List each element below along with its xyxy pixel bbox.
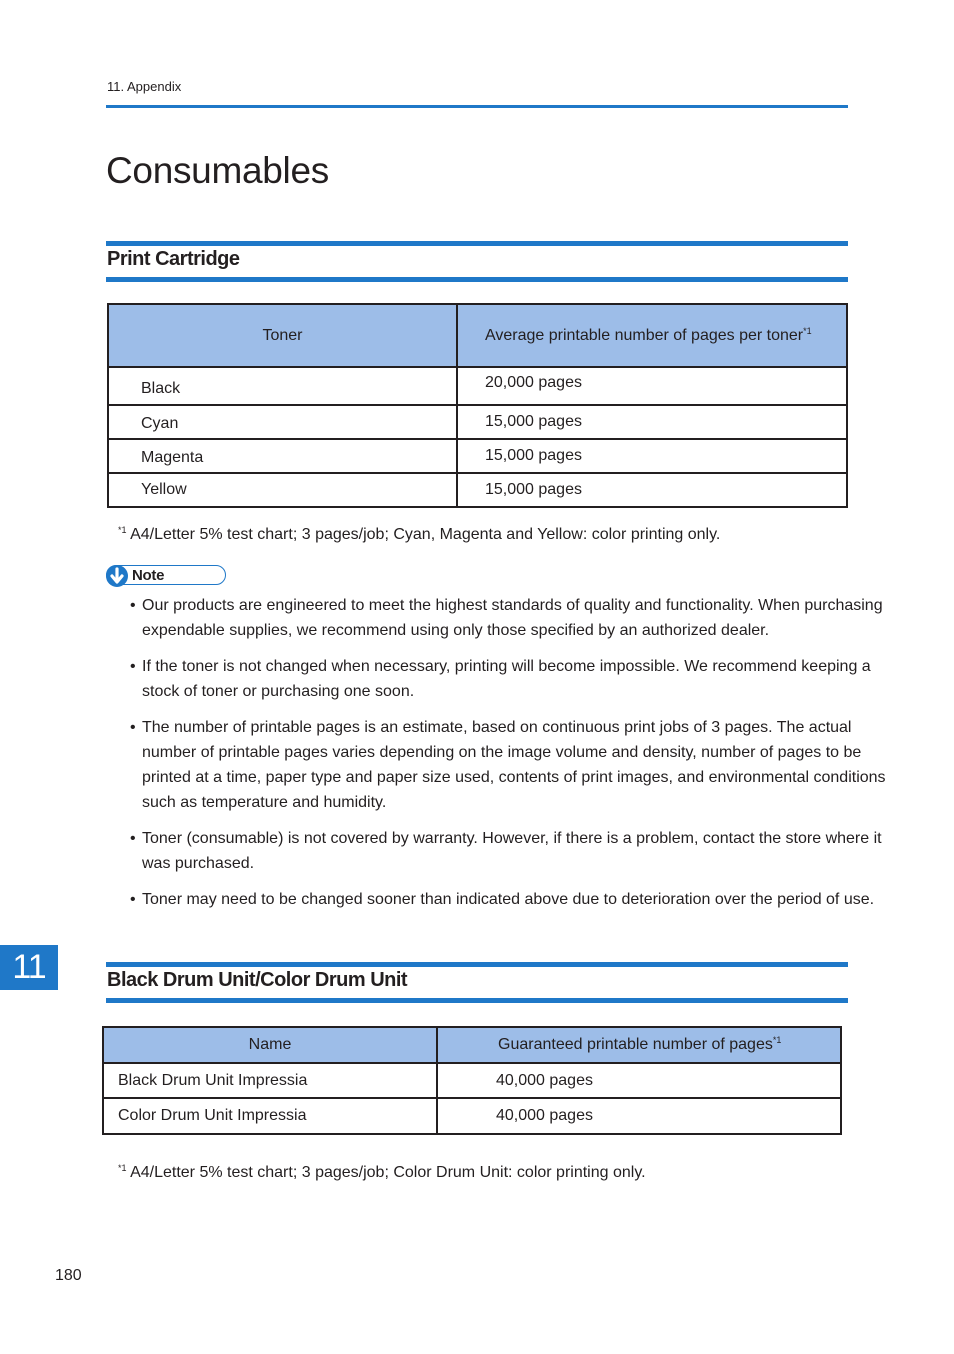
- column-header-toner: Toner: [108, 304, 457, 367]
- list-item: • Toner may need to be changed sooner than indicated above due to deterioration over the period of use.: [118, 887, 898, 912]
- footnote-mark: *1: [118, 525, 127, 535]
- footnote-ref: *1: [803, 325, 812, 336]
- table-row: [108, 439, 847, 473]
- table-row: [108, 367, 847, 405]
- toner-name: Black: [108, 367, 457, 405]
- table-row: [103, 1098, 841, 1134]
- section-bottom-rule: [106, 998, 848, 1003]
- list-item: • If the toner is not changed when necessary, printing will become impossible. We recommend keeping a stock of toner or purchasing one soon.: [118, 654, 898, 704]
- section-heading-drum-unit: Black Drum Unit/Color Drum Unit: [107, 969, 408, 991]
- column-header-average-pages: Average printable number of pages per toner$^{*1}$: [457, 304, 847, 367]
- drum-unit-footnote: [118, 1164, 646, 1182]
- drum-unit-pages: 40,000 pages: [437, 1063, 841, 1098]
- footnote-ref: *1: [772, 1035, 782, 1045]
- toner-name: Yellow: [108, 473, 457, 507]
- page-title: Consumables: [106, 150, 329, 191]
- toner-pages: 15,000 pages: [457, 439, 847, 473]
- header-rule: [106, 105, 848, 108]
- note-badge: [106, 565, 226, 585]
- drum-unit-name: Color Drum Unit Impressia: [103, 1098, 437, 1134]
- section-heading-print-cartridge: Print Cartridge: [107, 248, 240, 270]
- list-item: • The number of printable pages is an estimate, based on continuous print jobs of 3 pages. The actual number of printable pages varies depending on the image volume and density, number of pages to be printed at a time, paper type and paper size used, contents of print images, and environmental conditions such as temperature and humidity.: [118, 715, 898, 815]
- table-row: [108, 405, 847, 439]
- footnote-text: A4/Letter 5% test chart; 3 pages/job; Cyan, Magenta and Yellow: color printing only.: [130, 526, 721, 543]
- table-header-row: [108, 304, 847, 367]
- toner-name: Magenta: [108, 439, 457, 473]
- down-arrow-icon: [106, 565, 128, 587]
- print-cartridge-footnote: [118, 526, 720, 544]
- running-header: 11. Appendix: [107, 79, 182, 94]
- page-number: 180: [55, 1267, 82, 1284]
- toner-name: Cyan: [108, 405, 457, 439]
- section-top-rule: [106, 962, 848, 967]
- footnote-mark: *1: [118, 1163, 127, 1173]
- column-header-name: Name: [103, 1027, 437, 1063]
- list-item: • Toner (consumable) is not covered by warranty. However, if there is a problem, contact the store where it was purchased.: [118, 826, 898, 876]
- table-header-row: [103, 1027, 841, 1063]
- note-label: Note: [132, 567, 165, 584]
- drum-unit-pages: 40,000 pages: [437, 1098, 841, 1134]
- list-item: • Our products are engineered to meet the highest standards of quality and functionality. When purchasing expendable supplies, we recommend using only those specified by an authorized dealer.: [118, 593, 898, 643]
- drum-unit-name: Black Drum Unit Impressia: [103, 1063, 437, 1098]
- toner-pages: 20,000 pages: [457, 367, 847, 405]
- table-row: [103, 1063, 841, 1098]
- section-bottom-rule: [106, 277, 848, 282]
- note-list: [118, 593, 898, 923]
- toner-pages: 15,000 pages: [457, 405, 847, 439]
- toner-pages: 15,000 pages: [457, 473, 847, 507]
- column-header-guaranteed-pages: Guaranteed printable number of pages$^{*1}$: [437, 1027, 841, 1063]
- print-cartridge-table: [107, 303, 848, 508]
- chapter-tab: 11: [0, 945, 58, 990]
- table-row: [108, 473, 847, 507]
- drum-unit-table: [102, 1026, 842, 1135]
- footnote-text: A4/Letter 5% test chart; 3 pages/job; Color Drum Unit: color printing only.: [130, 1164, 646, 1181]
- section-top-rule: [106, 241, 848, 246]
